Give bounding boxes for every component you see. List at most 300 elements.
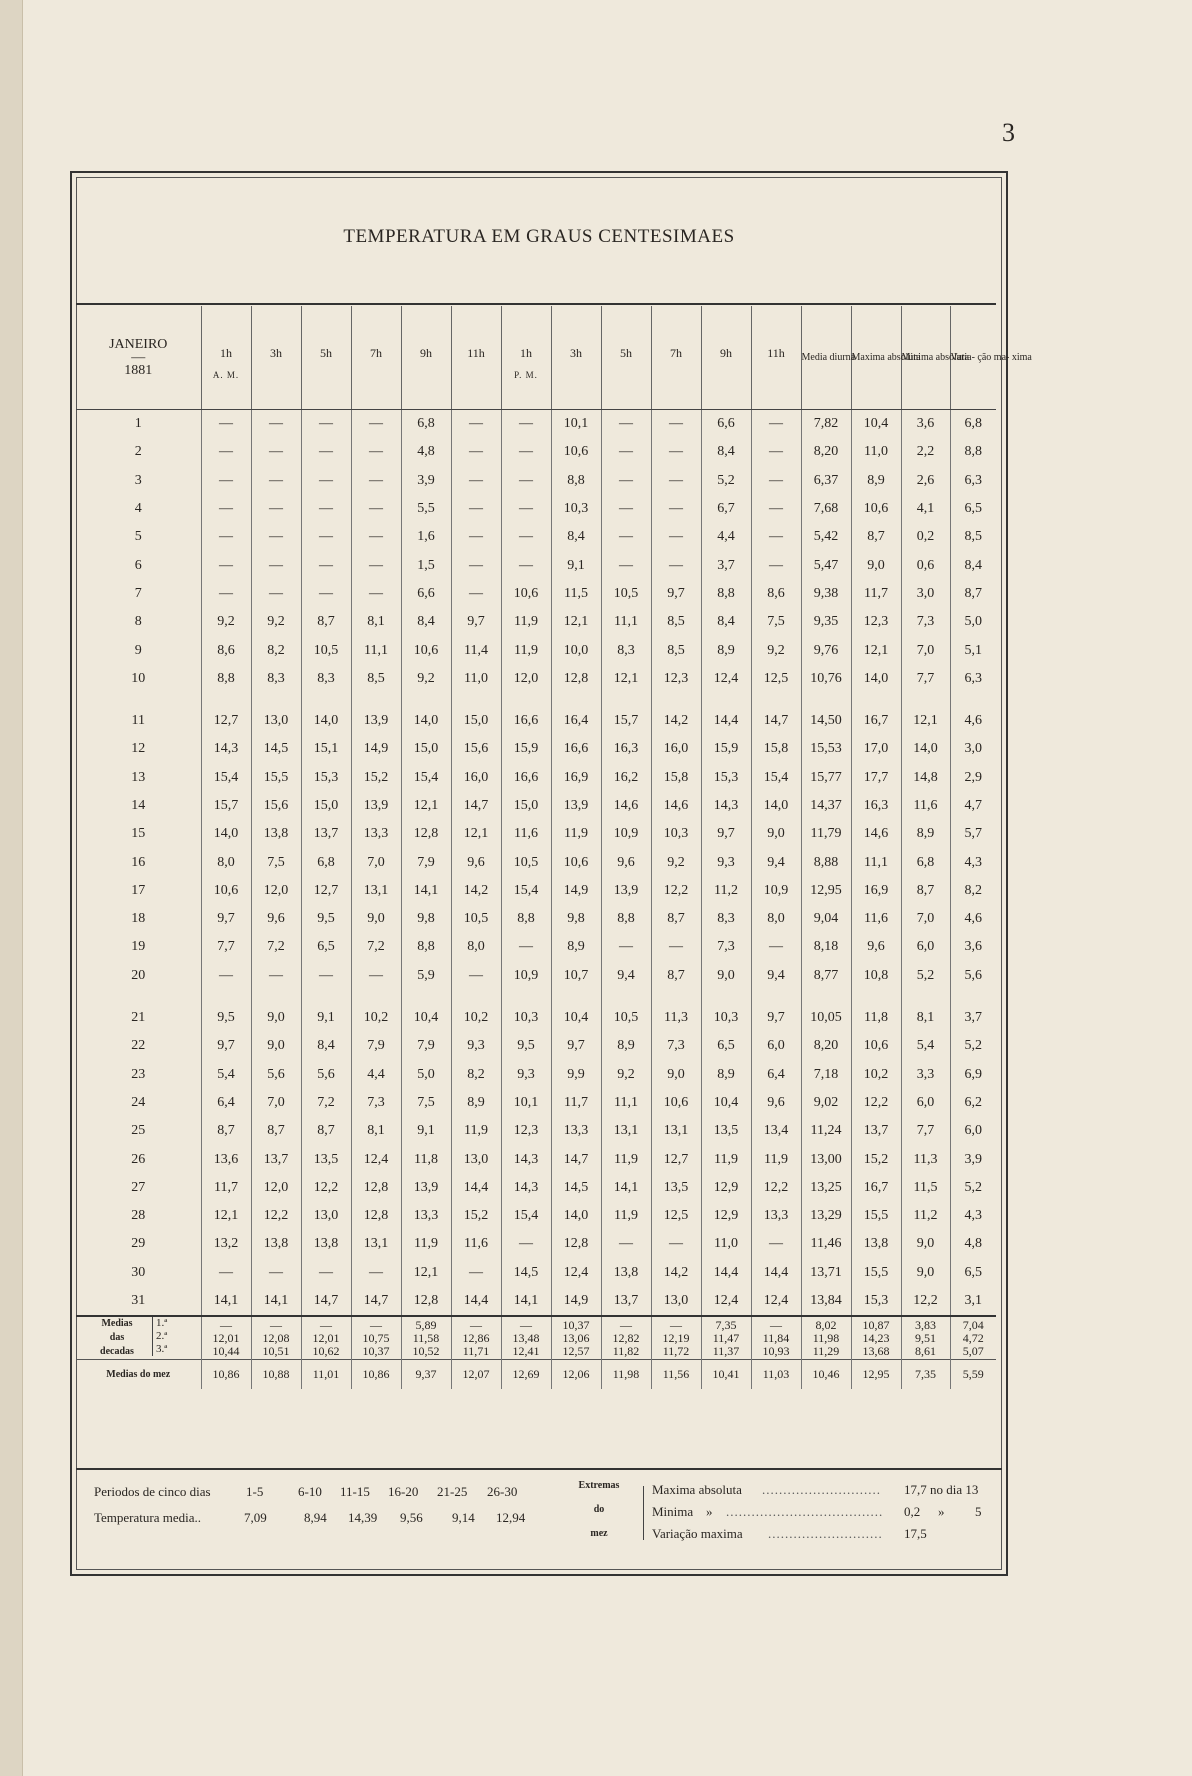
value-cell: 12,0 xyxy=(501,665,551,693)
value-cell: 6,8 xyxy=(301,848,351,876)
value-cell: 8,8 xyxy=(501,905,551,933)
value-cell: 8,88 xyxy=(801,848,851,876)
day-cell: 27 xyxy=(131,1179,146,1195)
medias-decadas-value: 12,01 xyxy=(212,1330,240,1345)
value-cell: 9,7 xyxy=(201,1032,251,1060)
medias-decadas-value: — xyxy=(620,1317,632,1332)
medias-decadas-cell xyxy=(701,1316,751,1360)
medias-decadas-value: 12,19 xyxy=(662,1330,690,1345)
value-cell: — xyxy=(501,467,551,495)
value-cell: 7,3 xyxy=(351,1089,401,1117)
day-cell: 9 xyxy=(134,642,142,658)
value-cell: 14,6 xyxy=(851,820,901,848)
value-cell: 9,8 xyxy=(401,905,451,933)
page-edge xyxy=(0,0,23,1776)
value-cell: 7,7 xyxy=(201,933,251,961)
medias-decadas-value: 7,35 xyxy=(715,1317,737,1332)
value-cell: 9,0 xyxy=(251,1032,301,1060)
periodo-value: 1-5 xyxy=(246,1484,264,1499)
value-cell: 8,7 xyxy=(851,523,901,551)
value-cell: 7,0 xyxy=(901,636,950,664)
value-cell: 9,2 xyxy=(251,608,301,636)
medias-decadas-value: 11,82 xyxy=(612,1343,640,1358)
medias-decadas-value: — xyxy=(670,1317,682,1332)
value-cell: 4,4 xyxy=(701,523,751,551)
value-cell: — xyxy=(201,438,251,466)
value-cell: — xyxy=(251,495,301,523)
medias-decadas-cell xyxy=(950,1316,996,1360)
hour-header xyxy=(251,306,301,410)
value-cell: 12,1 xyxy=(451,820,501,848)
value-cell: 12,1 xyxy=(551,608,601,636)
value-cell: 11,9 xyxy=(751,1145,801,1173)
value-cell: 10,4 xyxy=(401,990,451,1032)
value-cell: 9,4 xyxy=(751,848,801,876)
value-cell: 13,3 xyxy=(551,1117,601,1145)
value-cell: 6,3 xyxy=(950,665,996,693)
value-cell: 16,6 xyxy=(501,693,551,735)
value-cell: 14,0 xyxy=(551,1202,601,1230)
value-cell: 9,3 xyxy=(501,1061,551,1089)
value-cell: 15,3 xyxy=(301,764,351,792)
value-cell: 8,1 xyxy=(901,990,950,1032)
value-cell: 9,04 xyxy=(801,905,851,933)
value-cell: — xyxy=(201,962,251,990)
value-cell: — xyxy=(351,580,401,608)
value-cell: 8,8 xyxy=(601,905,651,933)
value-cell: 8,9 xyxy=(451,1089,501,1117)
value-cell: 12,4 xyxy=(701,1287,751,1316)
value-cell: — xyxy=(301,551,351,579)
value-cell: 12,8 xyxy=(351,1202,401,1230)
value-cell: 8,7 xyxy=(251,1117,301,1145)
value-cell: 8,6 xyxy=(751,580,801,608)
table-row xyxy=(76,1032,996,1060)
value-cell: 10,9 xyxy=(601,820,651,848)
value-cell: 14,50 xyxy=(801,693,851,735)
value-cell: — xyxy=(451,551,501,579)
value-cell: — xyxy=(651,933,701,961)
value-cell: 13,0 xyxy=(301,1202,351,1230)
value-cell: 17,7 xyxy=(851,764,901,792)
value-cell: 8,8 xyxy=(201,665,251,693)
value-cell: — xyxy=(351,438,401,466)
day-cell: 25 xyxy=(131,1123,146,1139)
value-cell: 3,9 xyxy=(401,467,451,495)
value-cell: 4,8 xyxy=(401,438,451,466)
value-cell: 11,24 xyxy=(801,1117,851,1145)
value-cell: 13,0 xyxy=(651,1287,701,1316)
medias-decadas-value: 13,68 xyxy=(862,1343,890,1358)
value-cell: 5,0 xyxy=(950,608,996,636)
value-cell: 9,0 xyxy=(701,962,751,990)
value-cell: 10,3 xyxy=(701,990,751,1032)
value-cell: 7,5 xyxy=(751,608,801,636)
value-cell: 15,9 xyxy=(501,735,551,763)
value-cell: 9,76 xyxy=(801,636,851,664)
value-cell: 9,6 xyxy=(451,848,501,876)
value-cell: 15,0 xyxy=(451,693,501,735)
hour-header xyxy=(651,306,701,410)
value-cell: 7,0 xyxy=(901,905,950,933)
value-cell: 6,4 xyxy=(201,1089,251,1117)
extremas-brace xyxy=(643,1486,652,1540)
value-cell: — xyxy=(451,962,501,990)
value-cell: 14,5 xyxy=(551,1174,601,1202)
value-cell: 8,7 xyxy=(301,1117,351,1145)
hour-label: 9h xyxy=(720,346,732,360)
value-cell: 9,7 xyxy=(751,990,801,1032)
table-row xyxy=(76,1061,996,1089)
medias-decadas-value: 14,23 xyxy=(862,1330,890,1345)
table-row xyxy=(76,580,996,608)
value-cell: 9,1 xyxy=(401,1117,451,1145)
value-cell: 12,7 xyxy=(201,693,251,735)
value-cell: 9,0 xyxy=(251,990,301,1032)
value-cell: 7,68 xyxy=(801,495,851,523)
value-cell: 10,5 xyxy=(301,636,351,664)
value-cell: 11,46 xyxy=(801,1230,851,1258)
value-cell: 15,5 xyxy=(851,1259,901,1287)
value-cell: — xyxy=(651,467,701,495)
hour-header xyxy=(301,306,351,410)
value-cell: 11,7 xyxy=(201,1174,251,1202)
page-number: 3 xyxy=(1002,118,1015,147)
medias-decadas-value: 12,41 xyxy=(512,1343,540,1358)
value-cell: — xyxy=(351,410,401,439)
value-cell: 5,2 xyxy=(701,467,751,495)
value-cell: 11,0 xyxy=(701,1230,751,1258)
value-cell: — xyxy=(351,523,401,551)
value-cell: 13,7 xyxy=(301,820,351,848)
hour-label: 5h xyxy=(320,346,332,360)
value-cell: 4,3 xyxy=(950,848,996,876)
value-cell: — xyxy=(201,467,251,495)
value-cell: 12,1 xyxy=(401,1259,451,1287)
temperatura-media-value: 9,56 xyxy=(400,1510,423,1525)
value-cell: 8,3 xyxy=(601,636,651,664)
value-cell: 8,9 xyxy=(701,1061,751,1089)
value-cell: 0,6 xyxy=(901,551,950,579)
value-cell: — xyxy=(501,1230,551,1258)
value-cell: 6,5 xyxy=(950,495,996,523)
table-row xyxy=(76,792,996,820)
value-cell: 9,2 xyxy=(401,665,451,693)
value-cell: 9,3 xyxy=(451,1032,501,1060)
value-cell: 8,1 xyxy=(351,608,401,636)
value-cell: 7,82 xyxy=(801,410,851,439)
value-cell: 12,1 xyxy=(401,792,451,820)
value-cell: 14,8 xyxy=(901,764,950,792)
value-cell: 13,8 xyxy=(251,820,301,848)
value-cell: 9,1 xyxy=(551,551,601,579)
value-cell: 3,9 xyxy=(950,1145,996,1173)
value-cell: 5,2 xyxy=(901,962,950,990)
day-cell: 12 xyxy=(131,741,146,757)
value-cell: 9,5 xyxy=(201,990,251,1032)
value-cell: 14,1 xyxy=(201,1287,251,1316)
value-cell: 8,7 xyxy=(301,608,351,636)
value-cell: 13,3 xyxy=(751,1202,801,1230)
value-cell: 14,1 xyxy=(251,1287,301,1316)
medias-mez-label: Medias do mez xyxy=(76,1360,201,1389)
day-cell: 23 xyxy=(131,1066,146,1082)
value-cell: 11,2 xyxy=(701,877,751,905)
value-cell: 11,2 xyxy=(901,1202,950,1230)
value-cell: 8,7 xyxy=(901,877,950,905)
medias-decadas-value: 8,61 xyxy=(915,1343,936,1358)
value-cell: — xyxy=(301,580,351,608)
value-cell: 9,2 xyxy=(601,1061,651,1089)
value-cell: — xyxy=(301,495,351,523)
value-cell: 7,7 xyxy=(901,665,950,693)
value-cell: 1,6 xyxy=(401,523,451,551)
value-cell: 15,53 xyxy=(801,735,851,763)
table-row xyxy=(76,848,996,876)
value-cell: 9,8 xyxy=(551,905,601,933)
value-cell: 6,8 xyxy=(401,410,451,439)
value-cell: 12,4 xyxy=(351,1145,401,1173)
medias-decadas-value: 7,04 xyxy=(962,1317,984,1332)
medias-mez-value: 11,03 xyxy=(751,1360,801,1389)
variacao-maxima-label: Variação maxima xyxy=(652,1526,743,1541)
medias-decadas-value: 10,52 xyxy=(412,1343,440,1358)
value-cell: 9,6 xyxy=(751,1089,801,1117)
value-cell: 10,5 xyxy=(451,905,501,933)
medias-decadas-value: 10,37 xyxy=(562,1317,590,1332)
value-cell: 16,7 xyxy=(851,1174,901,1202)
value-cell: 12,4 xyxy=(551,1259,601,1287)
value-cell: 13,9 xyxy=(351,792,401,820)
value-cell: 12,1 xyxy=(901,693,950,735)
hour-label: 7h xyxy=(670,346,682,360)
medias-decadas-value: — xyxy=(370,1317,382,1332)
value-cell: 16,6 xyxy=(551,735,601,763)
value-cell: 8,4 xyxy=(950,551,996,579)
value-cell: 6,0 xyxy=(950,1117,996,1145)
value-cell: 8,20 xyxy=(801,1032,851,1060)
value-cell: 14,3 xyxy=(501,1145,551,1173)
value-cell: — xyxy=(751,467,801,495)
maxima-absoluta-value: 17,7 no dia 13 xyxy=(904,1482,979,1497)
value-cell: 13,3 xyxy=(351,820,401,848)
value-cell: 9,7 xyxy=(551,1032,601,1060)
day-cell: 17 xyxy=(131,882,146,898)
value-cell: — xyxy=(251,580,301,608)
value-cell: 13,1 xyxy=(651,1117,701,1145)
value-cell: 7,5 xyxy=(251,848,301,876)
value-cell: 11,9 xyxy=(701,1145,751,1173)
minima-value: 0,2 xyxy=(904,1504,921,1519)
decade-ordinal: 1.ª xyxy=(156,1317,168,1330)
value-cell: 10,1 xyxy=(551,410,601,439)
value-cell: 11,8 xyxy=(401,1145,451,1173)
value-cell: 7,0 xyxy=(251,1089,301,1117)
value-cell: — xyxy=(201,551,251,579)
value-cell: 12,9 xyxy=(701,1174,751,1202)
value-cell: 3,6 xyxy=(950,933,996,961)
hour-header xyxy=(451,306,501,410)
value-cell: 13,25 xyxy=(801,1174,851,1202)
value-cell: 14,7 xyxy=(301,1287,351,1316)
medias-decadas-value: 11,84 xyxy=(762,1330,790,1345)
medias-decadas-value: 11,29 xyxy=(812,1343,840,1358)
value-cell: 11,0 xyxy=(451,665,501,693)
value-cell: 7,9 xyxy=(401,1032,451,1060)
table-row xyxy=(76,933,996,961)
periodo-value: 26-30 xyxy=(487,1484,518,1499)
day-cell: 3 xyxy=(134,472,142,488)
medias-word: Medias xyxy=(101,1318,133,1330)
value-cell: 14,3 xyxy=(201,735,251,763)
value-cell: 5,47 xyxy=(801,551,851,579)
value-cell: 5,42 xyxy=(801,523,851,551)
medias-decadas-value: 10,51 xyxy=(262,1343,290,1358)
medias-mez-value: 12,07 xyxy=(451,1360,501,1389)
medias-decadas-cell xyxy=(651,1316,701,1360)
value-cell: 6,5 xyxy=(950,1259,996,1287)
value-cell: 11,1 xyxy=(601,1089,651,1117)
value-cell: 10,76 xyxy=(801,665,851,693)
value-cell: 16,0 xyxy=(651,735,701,763)
value-cell: 15,2 xyxy=(351,764,401,792)
medias-decadas-cell xyxy=(501,1316,551,1360)
value-cell: 8,8 xyxy=(551,467,601,495)
value-cell: 15,77 xyxy=(801,764,851,792)
value-cell: 5,2 xyxy=(950,1174,996,1202)
hour-header xyxy=(351,306,401,410)
value-cell: 11,6 xyxy=(901,792,950,820)
medias-decadas-value: 11,37 xyxy=(712,1343,740,1358)
table-row xyxy=(76,608,996,636)
hour-label: 11h xyxy=(467,346,485,360)
value-cell: 13,9 xyxy=(551,792,601,820)
decadas-word: decadas xyxy=(100,1346,134,1358)
value-cell: 13,71 xyxy=(801,1259,851,1287)
table-row xyxy=(76,1117,996,1145)
value-cell: 11,3 xyxy=(901,1145,950,1173)
hour-header xyxy=(551,306,601,410)
value-cell: 16,3 xyxy=(851,792,901,820)
value-cell: 4,1 xyxy=(901,495,950,523)
value-cell: 8,9 xyxy=(851,467,901,495)
medias-decadas-value: 5,89 xyxy=(415,1317,437,1332)
value-cell: 8,5 xyxy=(950,523,996,551)
value-cell: 14,4 xyxy=(751,1259,801,1287)
value-cell: 6,6 xyxy=(701,410,751,439)
value-cell: 0,2 xyxy=(901,523,950,551)
medias-decadas-value: 12,86 xyxy=(462,1330,490,1345)
medias-decadas-value: — xyxy=(470,1317,482,1332)
value-cell: 15,0 xyxy=(301,792,351,820)
value-cell: 4,6 xyxy=(950,693,996,735)
value-cell: 12,7 xyxy=(651,1145,701,1173)
value-cell: 8,1 xyxy=(351,1117,401,1145)
value-cell: 2,9 xyxy=(950,764,996,792)
medias-mez-value: 11,98 xyxy=(601,1360,651,1389)
value-cell: 11,9 xyxy=(551,820,601,848)
medias-decadas-cell xyxy=(751,1316,801,1360)
value-cell: 15,5 xyxy=(851,1202,901,1230)
table-row xyxy=(76,990,996,1032)
value-cell: 14,1 xyxy=(601,1174,651,1202)
value-cell: — xyxy=(601,551,651,579)
value-cell: — xyxy=(451,410,501,439)
value-cell: 9,7 xyxy=(451,608,501,636)
value-cell: — xyxy=(201,1259,251,1287)
value-cell: — xyxy=(251,523,301,551)
value-cell: 10,9 xyxy=(751,877,801,905)
value-cell: 10,6 xyxy=(401,636,451,664)
header-row xyxy=(76,306,996,410)
leader-dots: ........................... xyxy=(768,1526,883,1541)
value-cell: 13,1 xyxy=(351,877,401,905)
table-row xyxy=(76,820,996,848)
value-cell: 14,2 xyxy=(651,693,701,735)
value-cell: 13,7 xyxy=(251,1145,301,1173)
medias-decadas-value: 10,44 xyxy=(212,1343,240,1358)
value-cell: 9,0 xyxy=(901,1259,950,1287)
minima-day: 5 xyxy=(975,1504,982,1519)
value-cell: 13,6 xyxy=(201,1145,251,1173)
footer xyxy=(76,1468,1002,1566)
value-cell: 7,18 xyxy=(801,1061,851,1089)
value-cell: 6,37 xyxy=(801,467,851,495)
table-row xyxy=(76,1089,996,1117)
value-cell: — xyxy=(201,523,251,551)
value-cell: 8,20 xyxy=(801,438,851,466)
table-row xyxy=(76,1259,996,1287)
table-row xyxy=(76,962,996,990)
table-row xyxy=(76,665,996,693)
value-cell: 12,2 xyxy=(301,1174,351,1202)
decade-ordinal: 2.ª xyxy=(156,1330,168,1343)
value-cell: 9,0 xyxy=(851,551,901,579)
value-cell: 9,2 xyxy=(651,848,701,876)
value-cell: — xyxy=(651,438,701,466)
hour-header xyxy=(601,306,651,410)
value-cell: 13,84 xyxy=(801,1287,851,1316)
value-cell: 8,4 xyxy=(701,608,751,636)
value-cell: 10,5 xyxy=(601,990,651,1032)
medias-decadas-cell xyxy=(551,1316,601,1360)
medias-decadas-value: 10,62 xyxy=(312,1343,340,1358)
value-cell: 15,9 xyxy=(701,735,751,763)
value-cell: — xyxy=(301,1259,351,1287)
maxima-absoluta-label: Maxima absoluta xyxy=(652,1482,742,1497)
value-cell: 13,9 xyxy=(351,693,401,735)
day-cell: 22 xyxy=(131,1038,146,1054)
value-cell: 16,9 xyxy=(851,877,901,905)
medias-mez-value: 7,35 xyxy=(901,1360,950,1389)
temperatura-media-value: 12,94 xyxy=(496,1510,526,1525)
table-row xyxy=(76,467,996,495)
value-cell: 2,2 xyxy=(901,438,950,466)
value-cell: — xyxy=(301,410,351,439)
value-cell: 12,4 xyxy=(701,665,751,693)
value-cell: 13,0 xyxy=(451,1145,501,1173)
value-cell: 9,5 xyxy=(501,1032,551,1060)
value-cell: 14,4 xyxy=(451,1174,501,1202)
day-cell: 14 xyxy=(131,798,146,813)
value-cell: 6,2 xyxy=(950,1089,996,1117)
value-cell: — xyxy=(351,1259,401,1287)
value-cell: 10,4 xyxy=(851,410,901,439)
value-cell: 6,5 xyxy=(701,1032,751,1060)
value-cell: 15,4 xyxy=(501,877,551,905)
medias-decadas-value: 11,58 xyxy=(412,1330,440,1345)
value-cell: 8,2 xyxy=(251,636,301,664)
